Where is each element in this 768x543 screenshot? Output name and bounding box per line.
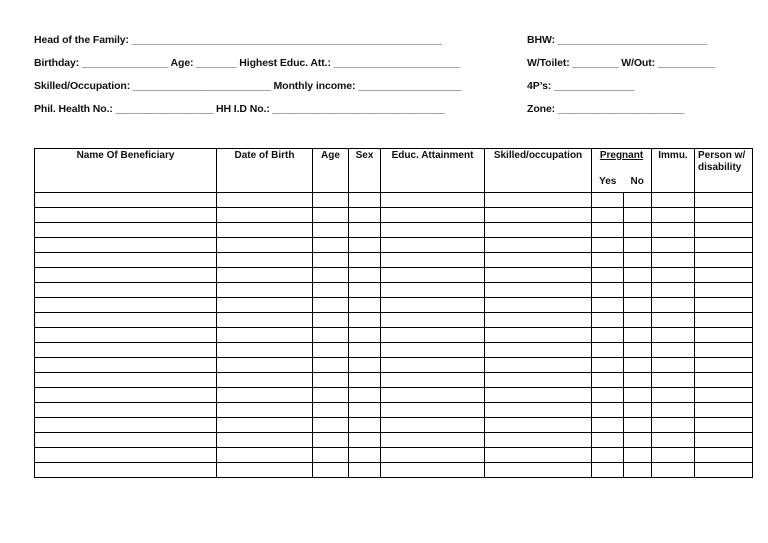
header-pwd: Person w/ disability: [695, 149, 753, 193]
table-row: [35, 313, 753, 328]
table-cell[interactable]: [313, 403, 349, 418]
table-cell[interactable]: [349, 238, 381, 253]
header-immu: Immu.: [652, 149, 695, 193]
table-cell[interactable]: [624, 448, 652, 463]
table-row: [35, 433, 753, 448]
table-cell[interactable]: [592, 418, 624, 433]
table-cell[interactable]: [695, 328, 753, 343]
table-cell[interactable]: [217, 283, 313, 298]
table-cell[interactable]: [652, 193, 695, 208]
table-row: [35, 298, 753, 313]
table-cell[interactable]: [624, 223, 652, 238]
philhealth-line[interactable]: Phil. Health No.: _________________ HH I.D No.: ______________________________: [34, 103, 445, 115]
pregnant-title: Pregnant: [599, 150, 644, 161]
table-cell[interactable]: [624, 193, 652, 208]
table-cell[interactable]: [313, 373, 349, 388]
table-cell[interactable]: [381, 283, 485, 298]
table-cell[interactable]: [485, 448, 592, 463]
table-cell[interactable]: [624, 433, 652, 448]
table-cell[interactable]: [35, 403, 217, 418]
table-cell[interactable]: [695, 223, 753, 238]
birthday-line[interactable]: Birthday: _______________ Age: _______ Highest Educ. Att.: ______________________: [34, 57, 460, 69]
header-skill: Skilled/occupation: [485, 149, 592, 193]
table-cell[interactable]: [652, 418, 695, 433]
table-cell[interactable]: [349, 193, 381, 208]
table-cell[interactable]: [381, 358, 485, 373]
table-cell[interactable]: [592, 313, 624, 328]
table-cell[interactable]: [592, 448, 624, 463]
table-cell[interactable]: [35, 418, 217, 433]
table-cell[interactable]: [592, 268, 624, 283]
table-cell[interactable]: [592, 343, 624, 358]
table-cell[interactable]: [695, 253, 753, 268]
table-cell[interactable]: [381, 328, 485, 343]
table-cell[interactable]: [349, 283, 381, 298]
table-cell[interactable]: [695, 313, 753, 328]
table-cell[interactable]: [485, 223, 592, 238]
table-cell[interactable]: [349, 208, 381, 223]
table-cell[interactable]: [217, 433, 313, 448]
table-cell[interactable]: [624, 253, 652, 268]
table-cell[interactable]: [217, 328, 313, 343]
table-cell[interactable]: [217, 193, 313, 208]
table-cell[interactable]: [35, 268, 217, 283]
table-cell[interactable]: [313, 313, 349, 328]
table-body: [35, 193, 753, 478]
table-row: [35, 403, 753, 418]
table-cell[interactable]: [695, 268, 753, 283]
table-cell[interactable]: [485, 343, 592, 358]
table-cell[interactable]: [592, 283, 624, 298]
table-cell[interactable]: [695, 283, 753, 298]
table-row: [35, 238, 753, 253]
table-cell[interactable]: [349, 403, 381, 418]
table-cell[interactable]: [35, 253, 217, 268]
table-cell[interactable]: [695, 388, 753, 403]
table-row: [35, 388, 753, 403]
table-cell[interactable]: [349, 268, 381, 283]
table-cell[interactable]: [695, 373, 753, 388]
table-cell[interactable]: [652, 253, 695, 268]
table-cell[interactable]: [652, 388, 695, 403]
table-cell[interactable]: [624, 328, 652, 343]
table-cell[interactable]: [695, 343, 753, 358]
table-cell[interactable]: [35, 193, 217, 208]
table-cell[interactable]: [695, 433, 753, 448]
table-cell[interactable]: [217, 298, 313, 313]
table-cell[interactable]: [652, 208, 695, 223]
table-cell[interactable]: [349, 313, 381, 328]
table-cell[interactable]: [35, 313, 217, 328]
header-yes: Yes: [599, 176, 617, 187]
table-cell[interactable]: [349, 298, 381, 313]
table-cell[interactable]: [652, 343, 695, 358]
table-cell[interactable]: [313, 388, 349, 403]
table-cell[interactable]: [592, 298, 624, 313]
table-cell[interactable]: [592, 388, 624, 403]
table-cell[interactable]: [313, 418, 349, 433]
table-cell[interactable]: [381, 193, 485, 208]
table-cell[interactable]: [624, 343, 652, 358]
table-cell[interactable]: [624, 268, 652, 283]
table-cell[interactable]: [349, 328, 381, 343]
table-cell[interactable]: [349, 253, 381, 268]
table-cell[interactable]: [652, 313, 695, 328]
table-cell[interactable]: [349, 418, 381, 433]
table-cell[interactable]: [485, 358, 592, 373]
table-cell[interactable]: [381, 448, 485, 463]
table-cell[interactable]: [485, 313, 592, 328]
table-cell[interactable]: [652, 238, 695, 253]
table-cell[interactable]: [381, 388, 485, 403]
table-cell[interactable]: [35, 343, 217, 358]
table-cell[interactable]: [313, 208, 349, 223]
table-cell[interactable]: [313, 328, 349, 343]
table-cell[interactable]: [592, 463, 624, 478]
table-row: [35, 358, 753, 373]
table-cell[interactable]: [592, 328, 624, 343]
table-cell[interactable]: [217, 418, 313, 433]
table-row: [35, 253, 753, 268]
table-cell[interactable]: [35, 328, 217, 343]
beneficiary-table: [34, 148, 753, 478]
table-cell[interactable]: [485, 388, 592, 403]
table-cell[interactable]: [652, 448, 695, 463]
table-cell[interactable]: [35, 358, 217, 373]
table-cell[interactable]: [652, 463, 695, 478]
table-cell[interactable]: [485, 193, 592, 208]
table-cell[interactable]: [35, 283, 217, 298]
toilet-line[interactable]: W/Toilet: ________ W/Out: __________: [527, 57, 716, 69]
table-cell[interactable]: [35, 463, 217, 478]
table-cell[interactable]: [485, 298, 592, 313]
table-cell[interactable]: [313, 253, 349, 268]
table-cell[interactable]: [695, 403, 753, 418]
table-cell[interactable]: [485, 238, 592, 253]
header-age: Age: [313, 149, 349, 193]
table-cell[interactable]: [349, 448, 381, 463]
table-cell[interactable]: [313, 343, 349, 358]
table-cell[interactable]: [217, 388, 313, 403]
table-row: [35, 343, 753, 358]
table-row: [35, 208, 753, 223]
table-cell[interactable]: [624, 298, 652, 313]
table-cell[interactable]: [381, 298, 485, 313]
table-cell[interactable]: [35, 223, 217, 238]
table-cell[interactable]: [349, 223, 381, 238]
table-cell[interactable]: [313, 283, 349, 298]
table-row: [35, 328, 753, 343]
table-cell[interactable]: [349, 358, 381, 373]
table-cell[interactable]: [313, 463, 349, 478]
table-cell[interactable]: [652, 373, 695, 388]
table-row: [35, 268, 753, 283]
table-cell[interactable]: [624, 358, 652, 373]
table-row: [35, 193, 753, 208]
table-cell[interactable]: [624, 238, 652, 253]
table-cell[interactable]: [381, 208, 485, 223]
table-cell[interactable]: [652, 268, 695, 283]
table-cell[interactable]: [313, 193, 349, 208]
table-cell[interactable]: [349, 373, 381, 388]
table-cell[interactable]: [349, 433, 381, 448]
table-cell[interactable]: [624, 418, 652, 433]
table-cell[interactable]: [592, 403, 624, 418]
pregnant-subheaders: [592, 176, 651, 188]
table-cell[interactable]: [592, 433, 624, 448]
table-cell[interactable]: [695, 358, 753, 373]
table-cell[interactable]: [485, 433, 592, 448]
table-cell[interactable]: [695, 448, 753, 463]
table-cell[interactable]: [624, 463, 652, 478]
table-cell[interactable]: [381, 433, 485, 448]
table-cell[interactable]: [485, 328, 592, 343]
table-cell[interactable]: [624, 373, 652, 388]
bhw-line[interactable]: BHW: __________________________: [527, 34, 708, 46]
table-cell[interactable]: [485, 373, 592, 388]
table-cell[interactable]: [313, 448, 349, 463]
table-cell[interactable]: [592, 253, 624, 268]
table-cell[interactable]: [652, 358, 695, 373]
table-cell[interactable]: [381, 463, 485, 478]
table-cell[interactable]: [485, 253, 592, 268]
table-cell[interactable]: [381, 238, 485, 253]
table-cell[interactable]: [217, 403, 313, 418]
table-cell[interactable]: [695, 418, 753, 433]
table-cell[interactable]: [381, 403, 485, 418]
header-no: No: [630, 176, 644, 187]
table-cell[interactable]: [592, 193, 624, 208]
table-cell[interactable]: [485, 268, 592, 283]
table-cell[interactable]: [624, 283, 652, 298]
table-cell[interactable]: [217, 208, 313, 223]
table-row: [35, 283, 753, 298]
table-cell[interactable]: [35, 388, 217, 403]
table-cell[interactable]: [624, 403, 652, 418]
table-cell[interactable]: [381, 373, 485, 388]
table-cell[interactable]: [381, 418, 485, 433]
table-cell[interactable]: [217, 268, 313, 283]
table-cell[interactable]: [313, 358, 349, 373]
table-cell[interactable]: [217, 343, 313, 358]
table-cell[interactable]: [695, 208, 753, 223]
header-dob: Date of Birth: [217, 149, 313, 193]
table-cell[interactable]: [652, 283, 695, 298]
table-cell[interactable]: [313, 268, 349, 283]
table-row: [35, 223, 753, 238]
header-educ: Educ. Attainment: [381, 149, 485, 193]
table-cell[interactable]: [695, 238, 753, 253]
table-cell[interactable]: [381, 343, 485, 358]
table-cell[interactable]: [592, 223, 624, 238]
table-cell[interactable]: [695, 463, 753, 478]
table-cell[interactable]: [313, 433, 349, 448]
table-cell[interactable]: [313, 223, 349, 238]
table-cell[interactable]: [217, 253, 313, 268]
table-row: [35, 448, 753, 463]
table-cell[interactable]: [349, 343, 381, 358]
table-cell[interactable]: [624, 388, 652, 403]
table-cell[interactable]: [592, 208, 624, 223]
head-of-family-line[interactable]: Head of the Family: ______________________________________________________: [34, 34, 442, 46]
table-cell[interactable]: [217, 448, 313, 463]
fourps-line[interactable]: 4P’s: ______________: [527, 80, 635, 92]
table-row: [35, 418, 753, 433]
table-cell[interactable]: [217, 373, 313, 388]
table-cell[interactable]: [217, 463, 313, 478]
table-cell[interactable]: [652, 328, 695, 343]
table-cell[interactable]: [652, 403, 695, 418]
occupation-line[interactable]: Skilled/Occupation: ________________________ Monthly income: __________________: [34, 80, 462, 92]
table-row: [35, 463, 753, 478]
table-cell[interactable]: [592, 358, 624, 373]
table-cell[interactable]: [381, 223, 485, 238]
table-cell[interactable]: [35, 448, 217, 463]
table-cell[interactable]: [217, 358, 313, 373]
table-cell[interactable]: [592, 238, 624, 253]
table-cell[interactable]: [485, 418, 592, 433]
table-cell[interactable]: [35, 208, 217, 223]
table-cell[interactable]: [313, 238, 349, 253]
table-cell[interactable]: [217, 223, 313, 238]
table-cell[interactable]: [381, 313, 485, 328]
table-cell[interactable]: [592, 373, 624, 388]
table-cell[interactable]: [35, 433, 217, 448]
table-cell[interactable]: [313, 298, 349, 313]
header-sex: Sex: [349, 149, 381, 193]
table-cell[interactable]: [695, 193, 753, 208]
zone-line[interactable]: Zone: ______________________: [527, 103, 685, 115]
table-cell[interactable]: [485, 403, 592, 418]
table-cell[interactable]: [652, 433, 695, 448]
table-cell[interactable]: [35, 298, 217, 313]
table-cell[interactable]: [35, 373, 217, 388]
header-name: Name Of Beneficiary: [35, 149, 217, 193]
table-cell[interactable]: [652, 223, 695, 238]
table-cell[interactable]: [35, 238, 217, 253]
table-cell[interactable]: [485, 283, 592, 298]
table-cell[interactable]: [485, 208, 592, 223]
table-cell[interactable]: [381, 268, 485, 283]
table-cell[interactable]: [485, 463, 592, 478]
table-cell[interactable]: [624, 313, 652, 328]
table-cell[interactable]: [217, 238, 313, 253]
table-row: [35, 373, 753, 388]
table-cell[interactable]: [349, 388, 381, 403]
header-pregnant: [592, 149, 652, 193]
table-cell[interactable]: [652, 298, 695, 313]
table-cell[interactable]: [381, 253, 485, 268]
table-cell[interactable]: [695, 298, 753, 313]
table-cell[interactable]: [217, 313, 313, 328]
table-cell[interactable]: [624, 208, 652, 223]
table-cell[interactable]: [349, 463, 381, 478]
